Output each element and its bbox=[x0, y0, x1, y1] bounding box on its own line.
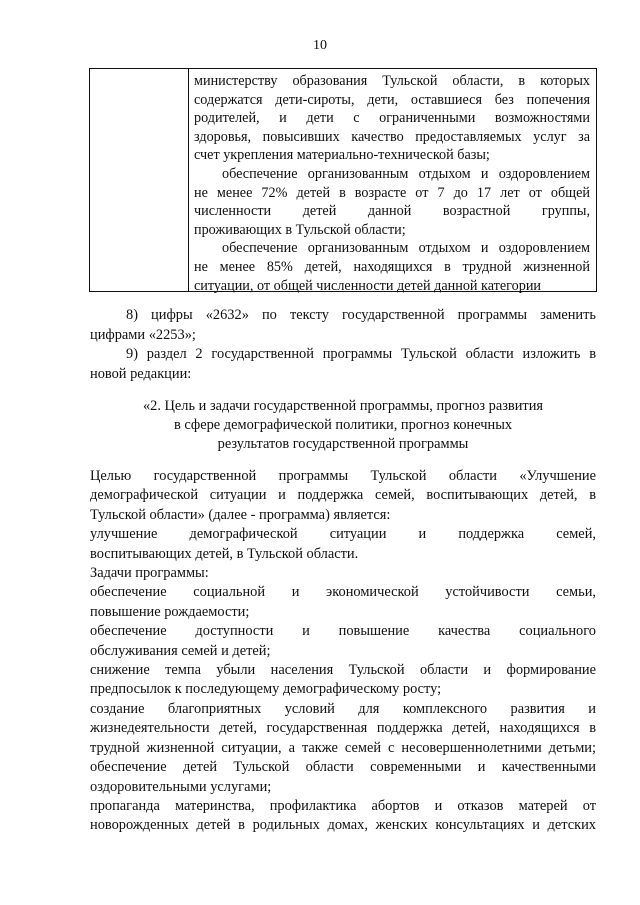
text-line: создание благоприятных условий для комплексного развития и bbox=[90, 700, 596, 717]
text-line: предпосылок к последующему демографическому росту; bbox=[90, 681, 442, 698]
text-line: обеспечение социальной и экономической устойчивости семьи, bbox=[90, 584, 596, 601]
text-line: не менее 72% детей в возрасте от 7 до 17 лет от общей bbox=[194, 184, 590, 201]
heading-line: в сфере демографической политики, прогноз конечных bbox=[173, 417, 513, 433]
text-line: содержатся дети-сироты, дети, оставшиеся без попечения bbox=[194, 91, 590, 108]
text-line: ситуации, от общей численности детей данной категории bbox=[194, 277, 542, 294]
text-line: обеспечение организованным отдыхом и оздоровлением bbox=[222, 240, 590, 257]
text-line: 8) цифры «2632» по тексту государственной программы заменить bbox=[126, 307, 596, 323]
text-line: пропаганда материнства, профилактика абортов и отказов матерей от bbox=[90, 797, 596, 814]
text-line: цифрами «2253»; bbox=[90, 326, 196, 343]
text-line: обеспечение доступности и повышение качества социального bbox=[90, 623, 596, 640]
text-line: Задачи программы: bbox=[90, 565, 209, 582]
section-heading bbox=[90, 397, 596, 454]
text-line: обеспечение детей Тульской области современными и качественными bbox=[90, 759, 596, 776]
text-line: родителей, и дети с ограниченными возможностями bbox=[194, 110, 590, 127]
heading-line: «2. Цель и задачи государственной программы, прогноз развития bbox=[142, 398, 544, 414]
table-left-cell bbox=[90, 69, 189, 291]
text-line: Тульской области» (далее - программа) является: bbox=[90, 506, 391, 523]
text-line: Целью государственной программы Тульской области «Улучшение bbox=[90, 468, 596, 484]
text-line: министерству образования Тульской области, в которых bbox=[194, 73, 590, 89]
text-line: здоровья, повысивших качество предоставляемых услуг за bbox=[194, 128, 590, 145]
text-line: обслуживания семей и детей; bbox=[90, 642, 271, 659]
text-line: повышение рождаемости; bbox=[90, 603, 250, 620]
heading-line: результатов государственной программы bbox=[217, 436, 469, 452]
text-line: новой редакции: bbox=[90, 365, 192, 382]
text-line: проживающих в Тульской области; bbox=[194, 221, 406, 238]
text-line: улучшение демографической ситуации и поддержка семей, bbox=[90, 526, 596, 543]
text-line: демографической ситуации и поддержка семей, воспитывающих детей, в bbox=[90, 487, 596, 504]
section-body bbox=[90, 467, 596, 836]
text-line: не менее 85% детей, находящихся в трудной жизненной bbox=[194, 258, 590, 275]
text-line: трудной жизненной ситуации, а также семей с несовершеннолетними детьми; bbox=[90, 739, 596, 756]
text-line: новорожденных детей в родильных домах, женских консультациях и детских bbox=[90, 817, 596, 834]
table-right-cell bbox=[194, 72, 590, 295]
text-line: снижение темпа убыли населения Тульской области и формирование bbox=[90, 662, 596, 679]
text-line: численности детей данной возрастной группы, bbox=[194, 203, 590, 220]
continuation-table bbox=[89, 68, 597, 292]
text-line: обеспечение организованным отдыхом и оздоровлением bbox=[222, 165, 590, 182]
text-line: жизнедеятельности детей, государственная поддержка детей, находящихся в bbox=[90, 720, 596, 737]
text-line: воспитывающих детей, в Тульской области. bbox=[90, 545, 359, 562]
text-line: оздоровительными услугами; bbox=[90, 778, 272, 795]
page-number: 10 bbox=[313, 38, 327, 53]
amendments-block bbox=[90, 306, 596, 384]
text-line: 9) раздел 2 государственной программы Тульской области изложить в bbox=[126, 346, 596, 363]
text-line: счет укрепления материально-технической базы; bbox=[194, 147, 490, 164]
